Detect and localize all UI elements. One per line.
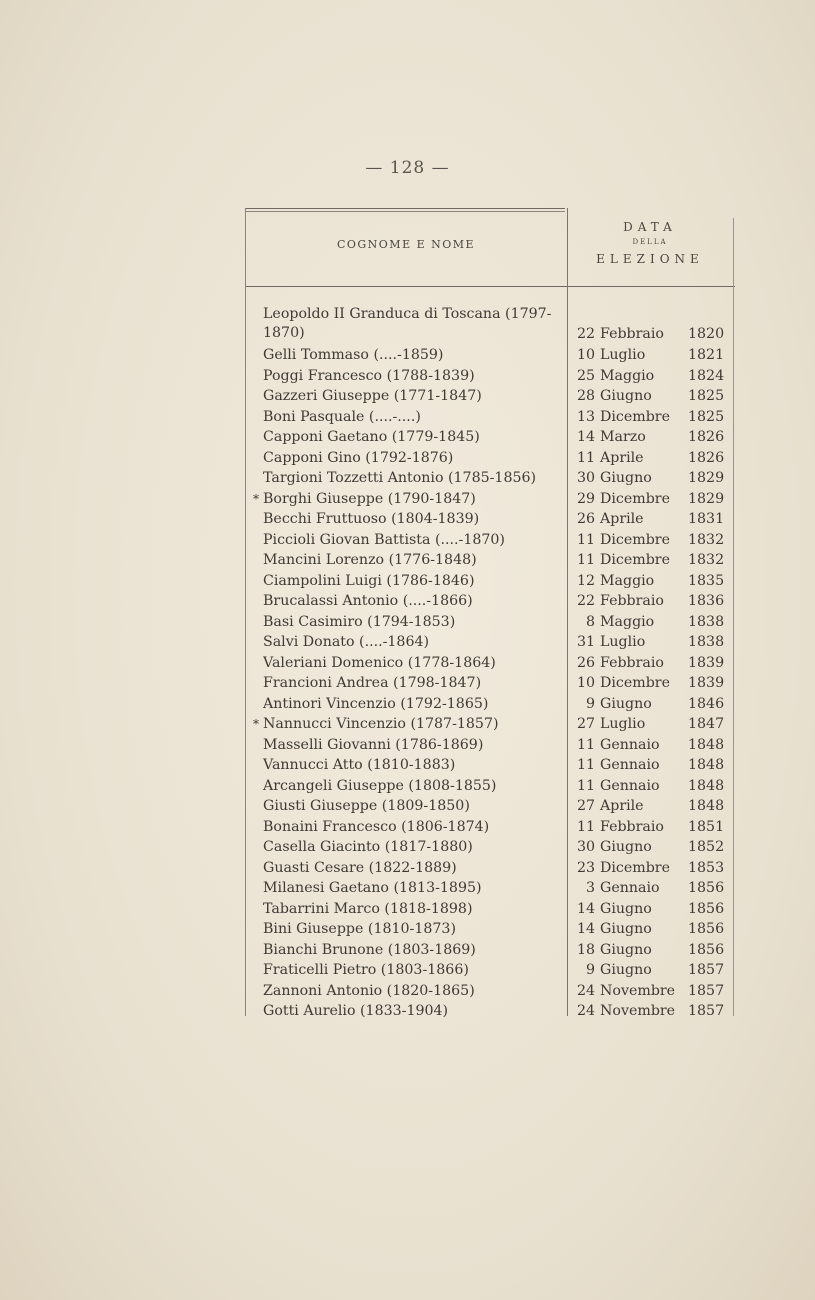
table-row xyxy=(245,899,735,920)
election-month: Dicembre xyxy=(600,552,670,568)
table-row xyxy=(245,735,735,756)
election-month: Giugno xyxy=(600,962,652,978)
election-year: 1831 xyxy=(688,511,725,527)
election-day: 30 xyxy=(576,470,595,486)
table-row xyxy=(245,489,735,510)
table-row xyxy=(245,694,735,715)
election-month: Febbraio xyxy=(600,326,664,342)
member-name: Bianchi Brunone (1803-1869) xyxy=(263,941,476,958)
table-row xyxy=(245,673,735,694)
table-row xyxy=(245,919,735,940)
table-row xyxy=(245,427,735,448)
election-month: Febbraio xyxy=(600,818,664,835)
election-day: 11 xyxy=(576,818,595,835)
election-year: 1847 xyxy=(688,716,725,732)
table-row xyxy=(245,468,735,489)
election-year: 1832 xyxy=(688,552,725,568)
election-month: Gennaio xyxy=(600,757,660,773)
election-day: 28 xyxy=(576,388,595,404)
member-name: Boni Pasquale (....-....) xyxy=(263,408,421,425)
election-month: Dicembre xyxy=(600,531,670,548)
member-name: Poggi Francesco (1788-1839) xyxy=(263,367,475,384)
election-year: 1848 xyxy=(688,757,725,773)
member-name: Gotti Aurelio (1833-1904) xyxy=(263,1003,449,1019)
election-day: 11 xyxy=(576,736,595,753)
election-month: Dicembre xyxy=(600,490,670,507)
election-year: 1832 xyxy=(688,531,725,548)
member-name: Basi Casimiro (1794-1853) xyxy=(263,613,456,630)
table-top-rule-inner xyxy=(245,211,565,212)
table-row xyxy=(245,653,735,674)
election-day: 26 xyxy=(576,511,595,527)
election-day: 29 xyxy=(576,490,595,507)
election-year: 1846 xyxy=(688,695,725,712)
election-month: Gennaio xyxy=(600,736,660,753)
election-day: 11 xyxy=(576,449,595,466)
election-month: Maggio xyxy=(600,572,655,589)
election-month: Dicembre xyxy=(600,675,670,691)
table-row xyxy=(245,407,735,428)
election-month: Aprile xyxy=(600,449,644,466)
table-header-rule xyxy=(245,286,735,287)
election-day: 18 xyxy=(576,941,595,958)
election-year: 1848 xyxy=(688,736,725,753)
election-month: Giugno xyxy=(600,695,652,712)
member-name: Valeriani Domenico (1778-1864) xyxy=(263,654,496,671)
election-year: 1857 xyxy=(688,982,725,999)
election-year: 1848 xyxy=(688,798,725,814)
table-row xyxy=(245,345,735,366)
election-year: 1856 xyxy=(688,880,725,896)
member-name: Piccioli Giovan Battista (....-1870) xyxy=(263,531,505,548)
members-table xyxy=(245,208,735,1019)
election-month: Gennaio xyxy=(600,777,660,794)
table-row xyxy=(245,530,735,551)
deceased-marker: * xyxy=(253,491,259,506)
member-name: Salvi Donato (....-1864) xyxy=(263,634,430,650)
table-row xyxy=(245,448,735,469)
election-day: 14 xyxy=(576,921,595,937)
table-row xyxy=(245,837,735,858)
member-name: Borghi Giuseppe (1790-1847) xyxy=(263,490,476,507)
table-row xyxy=(245,386,735,407)
election-month: Giugno xyxy=(600,839,652,855)
table-row xyxy=(245,858,735,879)
election-month: Giugno xyxy=(600,470,652,486)
election-year: 1857 xyxy=(688,962,725,978)
election-day: 9 xyxy=(585,962,595,978)
election-day: 27 xyxy=(576,716,595,732)
election-year: 1856 xyxy=(688,921,725,937)
election-day: 22 xyxy=(576,326,595,342)
table-row xyxy=(245,878,735,899)
table-row xyxy=(245,981,735,1002)
election-month: Luglio xyxy=(600,716,646,732)
election-year: 1826 xyxy=(688,449,725,466)
member-name: Fraticelli Pietro (1803-1866) xyxy=(263,962,469,978)
election-day: 22 xyxy=(576,593,595,609)
election-year: 1852 xyxy=(688,839,725,855)
election-day: 25 xyxy=(576,367,595,384)
election-month: Giugno xyxy=(600,900,652,917)
member-name: Mancini Lorenzo (1776-1848) xyxy=(263,552,477,568)
election-day: 11 xyxy=(576,757,595,773)
election-year: 1848 xyxy=(688,777,725,794)
table-row xyxy=(245,632,735,653)
election-month: Maggio xyxy=(600,367,655,384)
election-month: Novembre xyxy=(600,982,676,999)
election-year: 1826 xyxy=(688,429,725,445)
election-day: 9 xyxy=(585,695,595,712)
member-name: Capponi Gaetano (1779-1845) xyxy=(263,429,480,445)
election-year: 1851 xyxy=(688,818,725,835)
election-day: 14 xyxy=(576,429,595,445)
election-month: Luglio xyxy=(600,347,646,363)
election-year: 1853 xyxy=(688,859,725,876)
member-name: Gelli Tommaso (....-1859) xyxy=(263,347,444,363)
table-top-rule xyxy=(245,208,565,209)
member-name: Vannucci Atto (1810-1883) xyxy=(263,757,456,773)
table-row xyxy=(245,714,735,735)
election-day: 13 xyxy=(576,408,595,425)
table-row xyxy=(245,796,735,817)
election-day: 31 xyxy=(576,634,595,650)
table-row xyxy=(245,960,735,981)
election-year: 1856 xyxy=(688,900,725,917)
deceased-marker: * xyxy=(253,717,259,731)
election-month: Giugno xyxy=(600,921,652,937)
member-name: Gazzeri Giuseppe (1771-1847) xyxy=(263,388,482,404)
election-year: 1839 xyxy=(688,675,725,691)
member-name: Tabarrini Marco (1818-1898) xyxy=(263,900,473,917)
member-name: Giusti Giuseppe (1809-1850) xyxy=(263,798,470,814)
election-year: 1825 xyxy=(688,408,725,425)
table-row xyxy=(245,612,735,633)
election-month: Aprile xyxy=(600,511,644,527)
election-month: Novembre xyxy=(600,1003,676,1019)
election-day: 8 xyxy=(585,613,595,630)
table-row xyxy=(245,755,735,776)
election-year: 1857 xyxy=(688,1003,725,1019)
election-month: Giugno xyxy=(600,941,652,958)
member-name: Leopoldo II Granduca di Toscana (1797-1870) xyxy=(263,306,552,341)
election-year: 1838 xyxy=(688,634,725,650)
table-row xyxy=(245,305,735,345)
member-name: Brucalassi Antonio (....-1866) xyxy=(263,593,473,609)
election-day: 11 xyxy=(576,531,595,548)
election-year: 1838 xyxy=(688,613,725,630)
election-day: 10 xyxy=(576,347,595,363)
election-day: 24 xyxy=(576,1003,595,1019)
member-name: Nannucci Vincenzio (1787-1857) xyxy=(263,716,499,732)
election-month: Aprile xyxy=(600,798,644,814)
header-name-column: COGNOME E NOME xyxy=(336,238,476,251)
election-day: 12 xyxy=(576,572,595,589)
election-month: Febbraio xyxy=(600,654,664,671)
election-month: Gennaio xyxy=(600,880,660,896)
table-row xyxy=(245,1001,735,1022)
election-month: Dicembre xyxy=(600,859,670,876)
member-name: Francioni Andrea (1798-1847) xyxy=(263,675,482,691)
election-day: 11 xyxy=(576,777,595,794)
election-day: 11 xyxy=(576,552,595,568)
election-year: 1825 xyxy=(688,388,725,404)
election-day: 24 xyxy=(576,982,595,999)
election-month: Marzo xyxy=(600,429,646,445)
table-row xyxy=(245,817,735,838)
member-name: Ciampolini Luigi (1786-1846) xyxy=(263,572,475,589)
member-name: Bini Giuseppe (1810-1873) xyxy=(263,921,456,937)
member-name: Bonaini Francesco (1806-1874) xyxy=(263,818,490,835)
table-row xyxy=(245,509,735,530)
election-year: 1839 xyxy=(688,654,725,671)
election-day: 10 xyxy=(576,675,595,691)
member-name: Targioni Tozzetti Antonio (1785-1856) xyxy=(263,470,537,486)
election-month: Giugno xyxy=(600,388,652,404)
page-number: — 128 — xyxy=(365,158,450,178)
election-month: Dicembre xyxy=(600,408,670,425)
election-day: 3 xyxy=(585,880,595,896)
table-row xyxy=(245,366,735,387)
table-row xyxy=(245,776,735,797)
election-year: 1829 xyxy=(688,490,725,507)
election-month: Febbraio xyxy=(600,593,664,609)
table-row xyxy=(245,571,735,592)
election-year: 1829 xyxy=(688,470,725,486)
election-year: 1856 xyxy=(688,941,725,958)
election-day: 27 xyxy=(576,798,595,814)
member-name: Milanesi Gaetano (1813-1895) xyxy=(263,880,482,896)
member-name: Capponi Gino (1792-1876) xyxy=(263,449,454,466)
election-year: 1836 xyxy=(688,593,725,609)
election-year: 1821 xyxy=(688,347,725,363)
table-row xyxy=(245,940,735,961)
election-year: 1820 xyxy=(688,326,725,342)
table-row xyxy=(245,591,735,612)
election-month: Maggio xyxy=(600,613,655,630)
member-name: Guasti Cesare (1822-1889) xyxy=(263,859,457,876)
member-name: Becchi Fruttuoso (1804-1839) xyxy=(263,511,480,527)
header-date-line1: DATA xyxy=(623,220,677,234)
header-date-line3: ELEZIONE xyxy=(596,252,704,266)
election-year: 1835 xyxy=(688,572,725,589)
table-body xyxy=(245,305,735,1022)
table-row xyxy=(245,550,735,571)
election-month: Luglio xyxy=(600,634,646,650)
member-name: Masselli Giovanni (1786-1869) xyxy=(263,736,484,753)
member-name: Antinori Vincenzio (1792-1865) xyxy=(263,695,489,712)
header-date-line2: DELLA xyxy=(632,238,668,246)
member-name: Arcangeli Giuseppe (1808-1855) xyxy=(263,777,497,794)
election-day: 14 xyxy=(576,900,595,917)
member-name: Zannoni Antonio (1820-1865) xyxy=(263,982,475,999)
election-day: 23 xyxy=(576,859,595,876)
member-name: Casella Giacinto (1817-1880) xyxy=(263,839,473,855)
election-day: 30 xyxy=(576,839,595,855)
election-day: 26 xyxy=(576,654,595,671)
election-year: 1824 xyxy=(688,367,725,384)
